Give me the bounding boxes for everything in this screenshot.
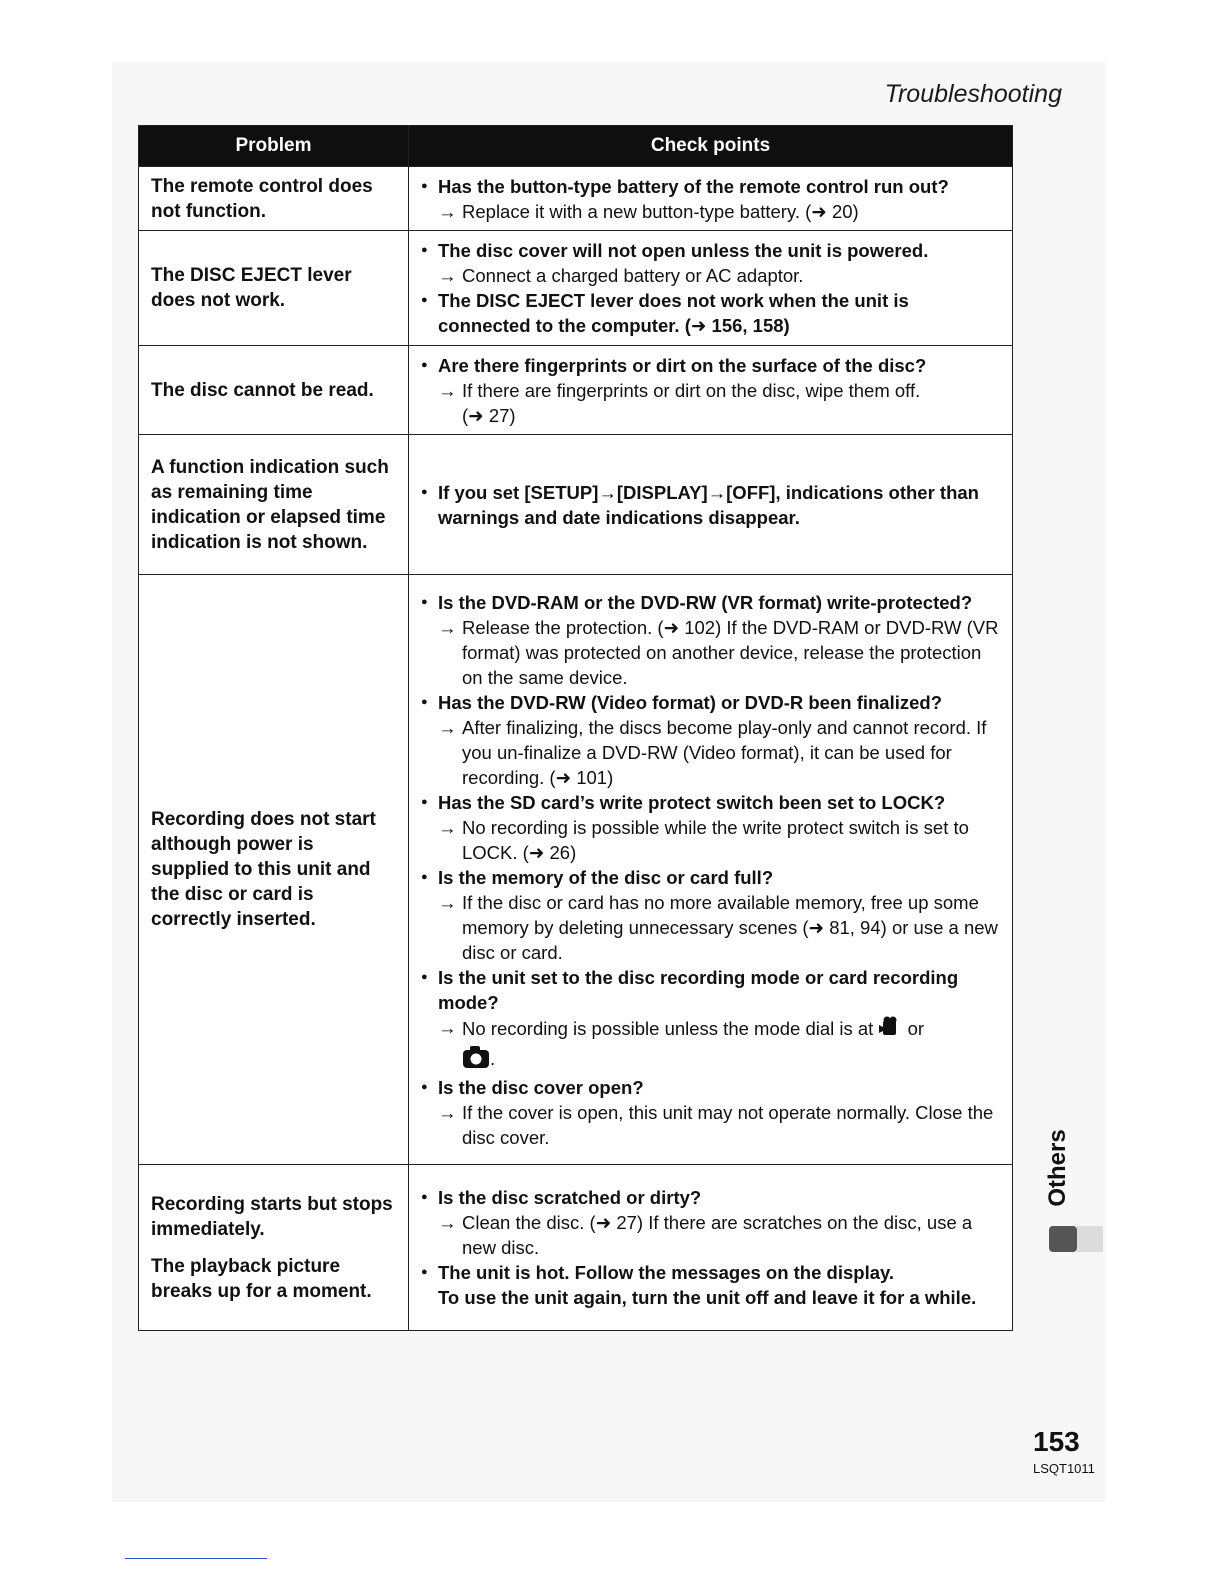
movie-camera-icon <box>878 1015 902 1045</box>
check-answer: → Connect a charged battery or AC adaptor. <box>421 263 1002 288</box>
check-answer: → Replace it with a new button-type battery. (➜ 20) <box>421 199 1002 224</box>
check-cell <box>409 231 1013 346</box>
problem-cell: The remote control does not function. <box>139 167 409 231</box>
check-question: ● Is the disc cover open? <box>421 1075 1002 1100</box>
troubleshooting-table <box>138 125 1013 1331</box>
check-cell <box>409 1165 1013 1331</box>
page-ref: 102 <box>684 616 716 638</box>
page-number: 153 <box>1033 1426 1080 1457</box>
table-row <box>139 1165 1013 1331</box>
check-answer: → Clean the disc. (➜ 27) If there are scratches on the disc, use a new disc. <box>421 1210 1002 1260</box>
check-answer: → If there are fingerprints or dirt on the disc, wipe them off. (➜ 27) <box>421 378 1002 428</box>
check-cell <box>409 346 1013 435</box>
page-ref: 101 <box>576 766 608 788</box>
check-question: ● Has the button-type battery of the remote control run out? <box>421 174 1002 199</box>
problem-cell: A function indication such as remaining time indication or elapsed time indication is not shown. <box>139 435 409 575</box>
check-question: ● Is the unit set to the disc recording mode or card recording mode? <box>421 965 1002 1015</box>
check-answer: → No recording is possible while the write protect switch is set to LOCK. (➜ 26) <box>421 815 1002 865</box>
check-question: ● Is the DVD-RAM or the DVD-RW (VR format) write-protected? <box>421 590 1002 615</box>
column-header-problem: Problem <box>139 126 409 167</box>
check-cell <box>409 575 1013 1165</box>
problem-cell <box>139 1165 409 1331</box>
check-question: ● The disc cover will not open unless the unit is powered. <box>421 238 1002 263</box>
page-ref: 27 <box>616 1212 637 1233</box>
problem-cell: The disc cannot be read. <box>139 346 409 435</box>
table-row <box>139 435 1013 575</box>
table-row <box>139 167 1013 231</box>
problem-text: The playback picture breaks up for a moment. <box>151 1255 372 1302</box>
check-answer: → No recording is possible unless the mode dial is at or . <box>421 1015 1002 1075</box>
table-row <box>139 346 1013 435</box>
page-ref: 156, 158 <box>711 315 784 336</box>
check-question: ● Are there fingerprints or dirt on the surface of the disc? <box>421 353 1002 378</box>
check-cell <box>409 167 1013 231</box>
footer-line <box>125 1558 267 1559</box>
problem-cell: Recording does not start although power is supplied to this unit and the disc or card is correctly inserted. <box>139 575 409 1165</box>
table-row <box>139 575 1013 1165</box>
check-answer: → After finalizing, the discs become play-only and cannot record. If you un-finalize a DVD-RW (Video format), it can be used for recording. (➜ 101) <box>421 715 1002 790</box>
problem-cell: The DISC EJECT lever does not work. <box>139 231 409 346</box>
page-ref: 20 <box>831 200 853 222</box>
check-question: ● Is the memory of the disc or card full? <box>421 865 1002 890</box>
side-tab-marker-light <box>1077 1226 1103 1252</box>
check-answer: → If the disc or card has no more available memory, free up some memory by deleting unnecessary scenes (➜ 81, 94) or use a new disc or card. <box>421 890 1002 965</box>
check-question: ● Has the DVD-RW (Video format) or DVD-R been finalized? <box>421 690 1002 715</box>
check-answer: → If the cover is open, this unit may not operate normally. Close the disc cover. <box>421 1100 1002 1150</box>
document-code: LSQT1011 <box>1033 1461 1095 1476</box>
check-cell <box>409 435 1013 575</box>
column-header-check-points: Check points <box>409 126 1013 167</box>
table-header-row <box>139 126 1013 167</box>
side-tab-marker <box>1049 1226 1077 1252</box>
check-question: ● If you set [SETUP]→[DISPLAY]→[OFF], indications other than warnings and date indications disappear. <box>421 480 1002 530</box>
section-title: Troubleshooting <box>884 80 1062 108</box>
problem-text: Recording starts but stops immediately. <box>151 1193 393 1240</box>
side-tab-label: Others <box>1044 1129 1071 1207</box>
check-question: ● The DISC EJECT lever does not work when the unit is connected to the computer. (➜ 156, 158) <box>421 288 1002 338</box>
camera-icon <box>462 1045 490 1075</box>
check-question: ● Is the disc scratched or dirty? <box>421 1185 1002 1210</box>
check-note: To use the unit again, turn the unit off and leave it for a while. <box>438 1287 977 1308</box>
page-ref: 81, 94 <box>829 916 881 938</box>
check-question: ● The unit is hot. Follow the messages on the display. <box>421 1260 1002 1285</box>
page-ref: 27 <box>488 404 510 426</box>
table-row <box>139 231 1013 346</box>
page-ref: 26 <box>549 841 571 863</box>
check-answer: → Release the protection. (➜ 102) If the DVD-RAM or DVD-RW (VR format) was protected on another device, release the protection on the same device. <box>421 615 1002 690</box>
check-question: ● Has the SD card’s write protect switch been set to LOCK? <box>421 790 1002 815</box>
